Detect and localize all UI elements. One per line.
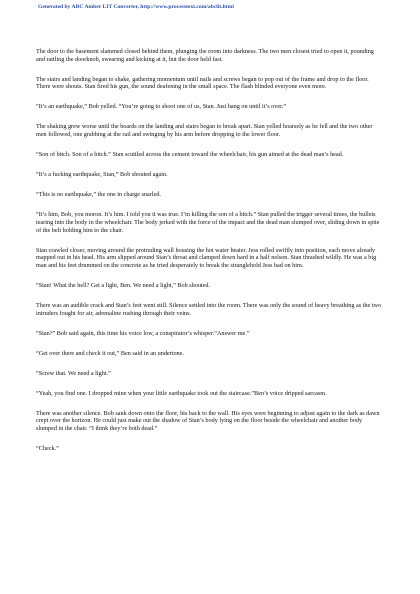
paragraph: “Son of bitch. Son of a bitch.” Stan scuttled across the cement toward the wheelchair, his gun aimed at the dead man’s head.: [36, 151, 344, 159]
paragraph: The shaking grew worse until the boards on the landing and stairs began to break apart. Stan yelled hoarsely as he fell and the two other men followed, one grabbing at the rail and swinging by his arm before dropping to the lower floor.: [36, 123, 373, 139]
paragraph: “This is no earthquake,” the one in charge snarled.: [36, 191, 161, 199]
paragraph: “Check.”: [36, 445, 59, 453]
paragraph: There was an audible crack and Stan’s feet went still. Silence settled into the room. There was only the sound of heavy breathing as the two intruders fought for air, adrenaline rushing through their veins.: [36, 301, 382, 317]
generated-by-header: Generated by ABC Amber LIT Converter, http://www.processtext.com/abclit.html: [38, 4, 234, 10]
paragraph: “Yeah, you find one. I dropped mine when your little earthquake took out the staircase.”Ben’s voice dripped sarcasm.: [36, 389, 327, 397]
paragraph: “It’s a fucking earthquake, Stan,” Bob shouted again.: [36, 171, 168, 179]
paragraph: Stan crawled closer, moving around the protruding wall housing the hot water heater. Jess rolled swiftly into position, each move already mapped out in his head. His arm slipped around Stan’s throat and clamped down hard in a half nelson. Stan thrashed wildly. He was a big man and his feet drummed on the concrete as he tried desperately to break the stranglehold Jess had on him.: [36, 246, 377, 269]
paragraph: “Get over there and check it out,” Ben said in an undertone.: [36, 349, 184, 357]
paragraph: The door to the basement slammed closed behind them, plunging the room into darkness. The two men closest tried to open it, pounding and rattling the doorknob, swearing and kicking at it, but the door held fast.: [36, 48, 374, 63]
paragraph: “Stan! What the hell? Get a light, Ben. We need a light,” Bob shouted.: [36, 281, 211, 289]
paragraph: “Screw that. We need a light.”: [36, 369, 111, 377]
paragraph: “Stan?” Bob said again, this time his voice low, a conspirator’s whisper.“Answer me.”: [36, 329, 250, 337]
paragraph: “It’s him, Bob, you moron. It’s him. I told you it was true. I’m killing the son of a bitch.” Stan pulled the trigger several times, the bullets tearing into the body in the wheelchair. The body jerked with the force of the impact and the dead man slumped over, sliding down in spite of the belt holding him to the chair.: [36, 211, 380, 234]
paragraph: The stairs and landing began to shake, gathering momentum until nails and screws began to pop out of the frame and drop to the floor. There were shouts. Stan fired his gun, the sound deafening in the small space. The flash blinded everyone even more.: [36, 75, 369, 91]
story-text: [36, 48, 382, 465]
paragraph: There was another silence. Bob sank down onto the floor, his back to the wall. His eyes were beginning to adjust again to the dark as dawn crept over the horizon. He could just make out the shadow of Stan’s body lying on the floor beside the wheelchair and another body slumped in the chair. “I think they’re both dead.”: [36, 409, 380, 433]
paragraph: “It’s an earthquake,” Bob yelled. “You’re going to shoot one of us, Stan. Just hang on until it’s over.”: [36, 103, 287, 111]
